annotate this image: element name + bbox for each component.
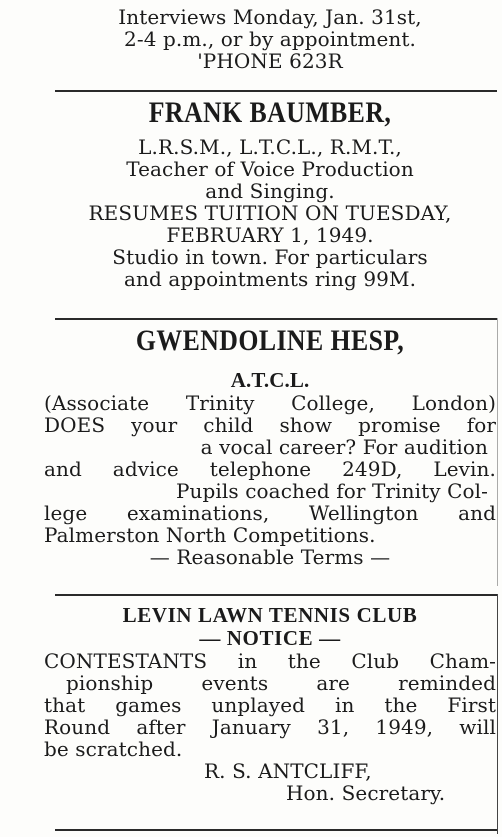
- tennis-line-3: that games unplayed in the First: [44, 693, 496, 717]
- column-border-right-upper: [497, 318, 498, 586]
- hesp-name: GWENDOLINE HESP,: [135, 324, 405, 357]
- tennis-notice: [44, 604, 496, 804]
- baumber-appointments: and appointments ring 99M.: [123, 267, 417, 291]
- interviews-line-1: Interviews Monday, Jan. 31st,: [118, 5, 422, 29]
- divider-3: [55, 594, 497, 596]
- tennis-line-5: be scratched.: [44, 737, 183, 761]
- tennis-title: LEVIN LAWN TENNIS CLUB: [122, 603, 418, 627]
- hesp-line-1: (Associate Trinity College, London): [44, 391, 496, 415]
- interviews-phone: 'PHONE 623R: [197, 49, 343, 73]
- baumber-name: FRANK BAUMBER,: [148, 96, 392, 129]
- baumber-profession: Teacher of Voice Production: [126, 157, 414, 181]
- baumber-studio: Studio in town. For particulars: [112, 245, 428, 269]
- hesp-line-3: a vocal career? For audition: [200, 435, 488, 459]
- tennis-line-1: CONTESTANTS in the Club Cham-: [44, 649, 496, 673]
- divider-1: [55, 90, 497, 92]
- tennis-role: Hon. Secretary.: [286, 781, 446, 805]
- divider-4: [55, 829, 497, 831]
- baumber-qualifications: L.R.S.M., L.T.C.L., R.M.T.,: [138, 135, 402, 159]
- tennis-signatory: R. S. ANTCLIFF,: [204, 759, 372, 783]
- tennis-line-4: Round after January 31, 1949, will: [44, 715, 496, 739]
- hesp-line-7: Palmerston North Competitions.: [44, 523, 376, 547]
- hesp-qualification: A.T.C.L.: [230, 368, 310, 392]
- hesp-line-5: Pupils coached for Trinity Col-: [175, 479, 488, 503]
- baumber-advert: [44, 96, 496, 290]
- column-border-right: [497, 594, 498, 834]
- interviews-notice: [44, 6, 496, 72]
- hesp-terms: — Reasonable Terms —: [149, 545, 391, 569]
- hesp-line-2: DOES your child show promise for: [44, 413, 496, 437]
- baumber-date: FEBRUARY 1, 1949.: [166, 223, 374, 247]
- tennis-line-2: pionship events are reminded: [66, 671, 496, 695]
- divider-2: [55, 318, 497, 320]
- tennis-notice-heading: — NOTICE —: [199, 626, 341, 650]
- hesp-line-6: lege examinations, Wellington and: [44, 501, 496, 525]
- hesp-advert: [44, 324, 496, 568]
- baumber-profession-2: and Singing.: [205, 179, 335, 203]
- hesp-line-4: and advice telephone 249D, Levin.: [44, 457, 496, 481]
- interviews-line-2: 2-4 p.m., or by appointment.: [124, 27, 416, 51]
- baumber-resumes: RESUMES TUITION ON TUESDAY,: [88, 201, 452, 225]
